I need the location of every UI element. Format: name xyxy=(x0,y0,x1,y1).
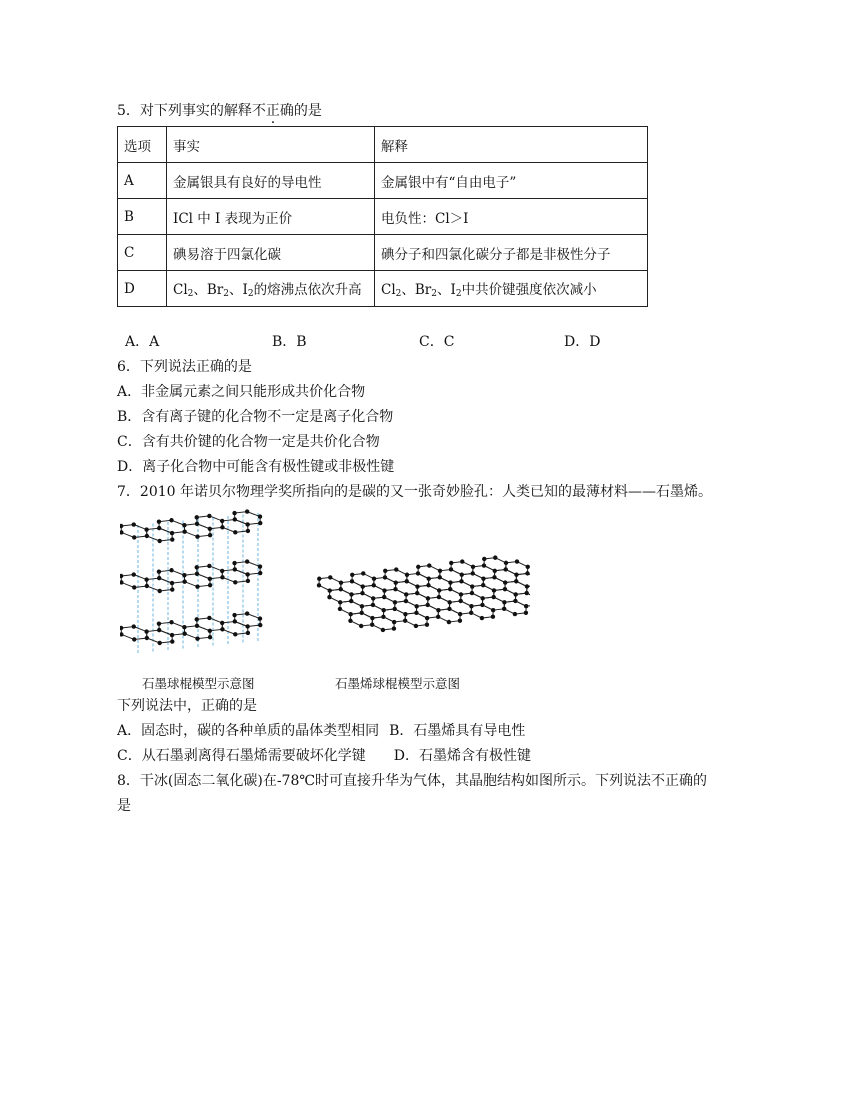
q8-stem-line2: 是 xyxy=(117,798,131,814)
q6-option-b[interactable]: B．含有离子键的化合物不一定是离子化合物 xyxy=(117,409,394,425)
choice-c[interactable]: C．C xyxy=(419,334,455,350)
table-row: D $Cl_2$、$Br_2$、$I_2$的熔沸点依次升高 $Cl_2$、$Br_2$、$I_2$中共价键强度依次减小 xyxy=(118,271,648,307)
q5-table xyxy=(117,126,648,307)
graphene-caption: 石墨烯球棍模型示意图 xyxy=(335,676,461,691)
q7-option-c[interactable]: C．从石墨剥离得石墨烯需要破坏化学键 xyxy=(117,748,366,764)
q6-option-c[interactable]: C．含有共价键的化合物一定是共价化合物 xyxy=(117,434,380,450)
row-d-expl: $Cl_2$、$Br_2$、$I_2$中共价键强度依次减小 xyxy=(375,271,648,307)
choice-b[interactable]: B．B xyxy=(272,334,307,350)
q5-emphasis: 不正确 xyxy=(251,103,294,119)
choice-d[interactable]: D．D xyxy=(564,334,601,350)
q7-sub-stem: 下列说法中，正确的是 xyxy=(117,698,257,714)
q6-stem: 6．下列说法正确的是 xyxy=(117,359,252,375)
choice-a[interactable]: A．A xyxy=(125,334,160,350)
table-row: B ICl 中 I 表现为正价 电负性：Cl＞I xyxy=(118,199,648,235)
q7-option-a[interactable]: A．固态时，碳的各种单质的晶体类型相同 xyxy=(117,723,380,739)
graphite-model-figure xyxy=(120,505,280,670)
graphite-layer-top xyxy=(120,509,262,543)
q7-options-row1 xyxy=(117,721,525,741)
q7-option-b[interactable]: B．石墨烯具有导电性 xyxy=(389,723,526,739)
q6-option-d[interactable]: D．离子化合物中可能含有极性键或非极性键 xyxy=(117,459,395,475)
q6-option-a[interactable]: A．非金属元素之间只能形成共价化合物 xyxy=(117,384,366,400)
graphite-caption: 石墨球棍模型示意图 xyxy=(142,676,255,691)
q7-option-d[interactable]: D．石墨烯含有极性键 xyxy=(393,748,531,764)
q8-stem-line1: 8．干冰(固态二氧化碳)在-78℃时可直接升华为气体，其晶胞结构如图所示。下列说法不正确的 xyxy=(117,773,708,789)
graphite-layer-middle xyxy=(120,559,262,593)
graphite-layer-bottom xyxy=(120,611,262,645)
table-header-row: 选项 事实 解释 xyxy=(118,127,648,163)
row-d-fact: $Cl_2$、$Br_2$、$I_2$的熔沸点依次升高 xyxy=(167,271,375,307)
q5-stem: 5．对下列事实的解释不正确的是 xyxy=(117,103,322,119)
graphene-model-figure xyxy=(310,522,530,650)
q7-stem: 7．2010 年诺贝尔物理学奖所指向的是碳的又一张奇妙脸孔：人类已知的最薄材料——石墨烯。 xyxy=(117,484,712,500)
table-row: A 金属银具有良好的导电性 金属银中有“自由电子” xyxy=(118,163,648,199)
q7-options-row2 xyxy=(117,746,531,766)
table-row: C 碘易溶于四氯化碳 碘分子和四氯化碳分子都是非极性分子 xyxy=(118,235,648,271)
graphene-sheet xyxy=(317,555,530,632)
